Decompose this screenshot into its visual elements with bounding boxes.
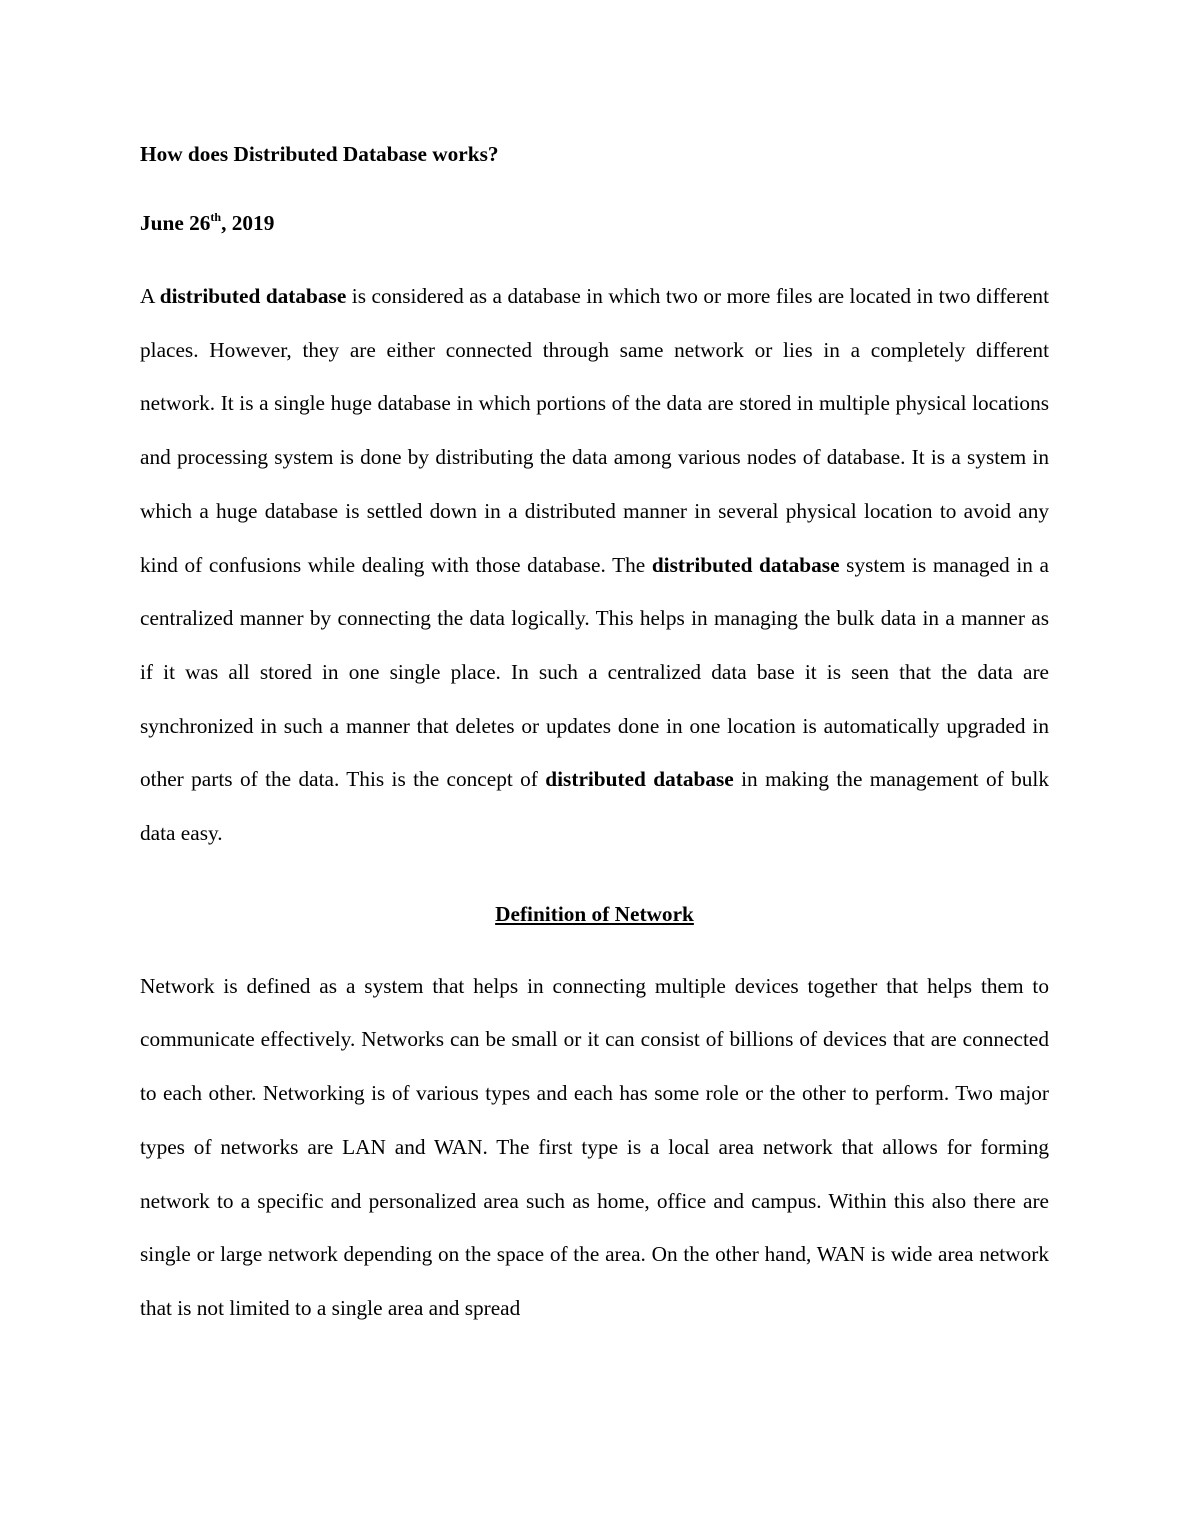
document-body	[140, 139, 1049, 1336]
bold-term: distributed database	[545, 767, 734, 792]
date-year: , 2019	[221, 211, 275, 235]
date-ordinal-suffix: th	[210, 210, 222, 224]
section-heading: Definition of Network	[495, 901, 694, 926]
paragraph-text: in making the management of bulk data easy.	[140, 767, 1049, 846]
document-date	[140, 208, 1049, 241]
document-title: How does Distributed Database works?	[140, 142, 499, 166]
bold-term: distributed database	[651, 552, 840, 577]
paragraph-network-definition: Network is defined as a system that helps in connecting multiple devices together that helps them to communicate effectively. Networks can be small or it can consist of billions of devices that are connected to each other. Networking is of various types and each has some role or the other to perform. Two major types of networks are LAN and WAN. The first type is a local area network that allows for forming network to a specific and personalized area such as home, office and campus. Within this also there are single or large network depending on the space of the area. On the other hand, WAN is wide area network that is not limited to a single area and spread	[140, 973, 1049, 1320]
bold-term: distributed database	[159, 284, 347, 308]
paragraph-distributed-database	[140, 270, 1049, 861]
paragraph-text: A	[140, 284, 160, 308]
paragraph-text: system is managed in a centralized manner by connecting the data logically. This helps in managing the bulk data in a manner as if it was all stored in one single place. In such a centralized data base it is seen that the data are synchronized in such a manner that deletes or updates done in one location is automatically upgraded in other parts of the data. This is the concept of	[140, 552, 1049, 792]
paragraph-text: is considered as a database in which two or more files are located in two different places. However, they are either connected through same network or lies in a completely different network. It is a single huge database in which portions of the data are stored in multiple physical locations and processing system is done by distributing the data among various nodes of database. It is a system in which a huge database is settled down in a distributed manner in several physical location to avoid any kind of confusions while dealing with those database. The	[140, 284, 1049, 577]
date-main: June 26	[140, 211, 211, 235]
